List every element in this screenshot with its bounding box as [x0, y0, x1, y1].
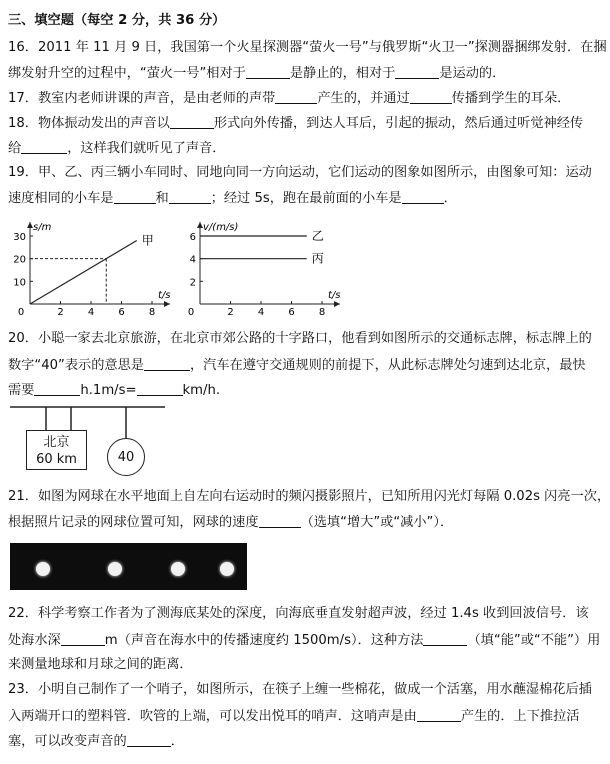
x-tick-label: 0: [187, 307, 195, 318]
q19-blank-3[interactable]: [402, 190, 444, 204]
distance-time-graph: [8, 214, 178, 318]
q22-text-c: （填“能”或“不能”）用: [467, 633, 601, 648]
q20-text-c: 需要: [8, 383, 35, 398]
q21-line2: [8, 514, 453, 531]
q17-line: [8, 90, 570, 107]
q20-blank-2[interactable]: [34, 382, 80, 396]
ball-image: [220, 562, 234, 576]
q21-text-a: 根据照片记录的网球位置可知，网球的速度: [8, 515, 259, 530]
x-tick-label: 2: [57, 307, 64, 318]
ball-image: [108, 562, 122, 576]
q16-text-c: 是运动的．: [439, 66, 506, 81]
q16-text-b: 是静止的，相对于: [289, 66, 396, 81]
q23-text-c: 塞，可以改变声音的: [8, 734, 127, 749]
y-axis-label: v/(m/s): [203, 222, 239, 233]
series-line: [30, 241, 137, 304]
q16-line2: [8, 65, 505, 82]
x-tick-label: 4: [257, 307, 265, 318]
x-tick-label: 8: [318, 307, 326, 318]
q22-blank-2[interactable]: [423, 632, 467, 646]
x-tick-label: 0: [17, 307, 25, 318]
series-label: 丙: [311, 251, 324, 266]
velocity-time-graph: [182, 214, 352, 318]
q18-blank-1[interactable]: [170, 115, 214, 129]
q17-text-a: 17．教室内老师讲课的声音，是由老师的声带: [8, 91, 276, 106]
x-tick-label: 2: [227, 307, 234, 318]
sign-city: 北京: [43, 435, 70, 450]
q19-text-a: 速度相同的小车是: [8, 191, 114, 206]
q19-text-d: ．: [443, 191, 457, 206]
q22-blank-1[interactable]: [61, 632, 105, 646]
tennis-ball-strobe-photo: [10, 543, 247, 590]
sign-distance: 60 km: [36, 452, 77, 467]
q20-blank-3[interactable]: [137, 382, 183, 396]
q18-text-c: 给: [8, 141, 22, 156]
q20-text-b: ，汽车在遵守交通规则的前提下，从此标志牌处匀速到达北京，最快: [189, 358, 586, 373]
q19-line1: 19．甲、乙、丙三辆小车同时、同地向同一方向运动，它们运动的图象如图所示，由图象可知：运动: [8, 165, 592, 180]
q16-blank-2[interactable]: [395, 65, 439, 79]
q23-line3: [8, 733, 184, 750]
x-tick-label: 6: [118, 307, 125, 318]
q21-line1: 21．如图为网球在水平地面上自左向右运动时的频闪摄影照片，已知所用闪光灯每隔 0.02s 闪亮一次，: [8, 489, 610, 504]
q18-text-b: 形式向外传播，到达人耳后，引起的振动，然后通过听觉神经传: [213, 116, 584, 131]
q18-text-a: 18．物体振动发出的声音以: [8, 116, 170, 131]
y-tick-label: 30: [13, 232, 26, 243]
q21-text-b: （选填“增大”或“减小”）．: [300, 515, 454, 530]
q19-blank-2[interactable]: [169, 190, 211, 204]
y-tick-label: 4: [189, 254, 196, 266]
q16-text-a: 绑发射升空的过程中，“萤火一号”相对于: [8, 66, 246, 81]
q20-text-e: km/h.: [182, 383, 221, 398]
q18-line2: [8, 140, 225, 157]
q22-line1: 22．科学考察工作者为了测海底某处的深度，向海底垂直发射超声波，经过 1.4s 收到回波信号．该: [8, 606, 589, 621]
q19-line2: [8, 190, 457, 207]
q23-text-b: 产生的．上下推拉活: [460, 709, 580, 724]
q23-line1: 23．小明自己制作了一个哨子，如图所示，在筷子上缠一些棉花，做成一个活塞，用水蘸湿棉花后插: [8, 682, 592, 697]
q16-line1: 16．2011 年 11 月 9 日，我国第一个火星探测器“萤火一号”与俄罗斯“火卫一”探测器捆绑发射．在捆: [8, 40, 607, 55]
q20-text-d: h.1m/s=: [80, 383, 137, 398]
q19-blank-1[interactable]: [114, 190, 156, 204]
y-tick-label: 10: [13, 277, 26, 289]
x-axis-label: t/s: [328, 290, 341, 301]
speed-limit-value: 40: [117, 450, 135, 465]
x-tick-label: 6: [288, 307, 295, 318]
x-axis-arrow: [164, 301, 170, 307]
q17-text-c: 传播到学生的耳朵．: [451, 91, 571, 106]
x-axis-arrow: [334, 301, 340, 307]
q23-text-a: 入两端开口的塑料管．吹管的上端，可以发出悦耳的哨声．这哨声是由: [8, 709, 417, 724]
q22-line3: 来测量地球和月球之间的距离．: [8, 657, 193, 672]
q19-text-b: 和: [155, 191, 169, 206]
q18-blank-2[interactable]: [21, 140, 67, 154]
q18-line1: [8, 115, 583, 132]
q17-text-b: 产生的，并通过: [317, 91, 410, 106]
q22-text-a: 处海水深: [8, 633, 61, 648]
q17-blank-2[interactable]: [410, 90, 452, 104]
q16-blank-1[interactable]: [246, 65, 290, 79]
q23-text-d: ．: [170, 734, 184, 749]
x-axis-label: t/s: [158, 290, 171, 301]
q20-line1: 20．小聪一家去北京旅游，在北京市郊公路的十字路口，他看到如图所示的交通标志牌，标志牌上的: [8, 331, 592, 346]
series-label: 甲: [141, 233, 154, 248]
q20-text-a: 数字“40”表示的意思是: [8, 358, 144, 373]
section-title: 三、填空题（每空 2 分，共 36 分）: [8, 13, 226, 28]
q18-text-d: ，这样我们就听见了声音．: [67, 141, 226, 156]
ball-image: [171, 562, 185, 576]
q20-blank-1[interactable]: [144, 357, 190, 371]
ball-image: [36, 562, 50, 576]
q23-blank-1[interactable]: [417, 708, 461, 722]
series-label: 乙: [311, 229, 324, 243]
y-tick-label: 2: [189, 277, 196, 289]
q22-text-b: m（声音在海水中的传播速度约 1500m/s）．这种方法: [104, 633, 424, 648]
y-axis-label: s/m: [33, 222, 52, 233]
x-tick-label: 4: [87, 307, 95, 318]
q20-line2: [8, 357, 586, 374]
q20-line3: [8, 382, 220, 399]
distance-sign: [26, 430, 87, 470]
y-tick-label: 6: [189, 232, 196, 243]
speed-limit-sign: [107, 438, 145, 476]
q21-blank-1[interactable]: [259, 514, 301, 528]
q19-text-c: ；经过 5s，跑在最前面的小车是: [210, 191, 402, 206]
y-tick-label: 20: [13, 254, 26, 266]
q23-blank-2[interactable]: [127, 733, 171, 747]
q22-line2: [8, 632, 600, 649]
x-tick-label: 8: [148, 307, 156, 318]
q23-line2: [8, 708, 580, 725]
q17-blank-1[interactable]: [275, 90, 317, 104]
